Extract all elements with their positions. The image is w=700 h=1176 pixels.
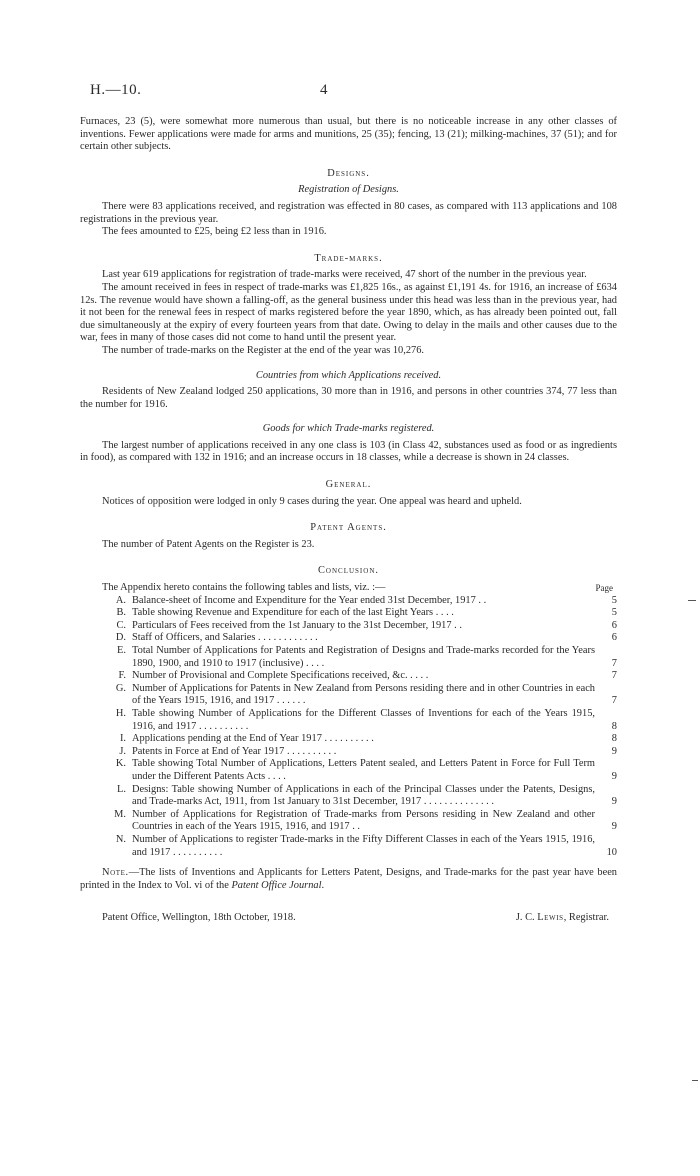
appendix-item-letter: C. bbox=[116, 619, 126, 631]
appendix-item bbox=[80, 784, 617, 809]
appendix-item bbox=[80, 746, 617, 759]
appendix-item-page: 6 bbox=[611, 619, 617, 631]
appendix-item-page: 7 bbox=[611, 670, 617, 682]
document-body bbox=[80, 116, 617, 925]
note-text: —The lists of Inventions and Applicants for Letters Patent, Designs, and Trade-marks for the past year have been printed in the Index to Vol. vi of the bbox=[80, 867, 617, 891]
appendix-item-text: Staff of Officers, and Salaries . . . . . . . . . . . . bbox=[132, 632, 318, 644]
note-paragraph bbox=[80, 867, 617, 892]
appendix-item-text: Applications pending at the End of Year 1917 . . . . . . . . . . bbox=[132, 733, 374, 745]
designs-heading: Designs. bbox=[327, 167, 370, 179]
patent-agents-paragraph: The number of Patent Agents on the Register is 23. bbox=[102, 538, 315, 550]
appendix-item-letter: F. bbox=[118, 670, 126, 682]
general-paragraph: Notices of opposition were lodged in only 9 cases during the year. One appeal was heard and upheld. bbox=[102, 495, 522, 507]
signature-row bbox=[80, 912, 617, 925]
appendix-item-letter: B. bbox=[116, 607, 126, 619]
signatory-title: , Registrar. bbox=[563, 912, 609, 924]
trade-marks-paragraph-3: The number of trade-marks on the Register at the end of the year was 10,276. bbox=[102, 344, 425, 356]
goods-paragraph: The largest number of applications received in any one class is 103 (in Class 42, substances used as food or as ingredients in food), as compared with 132 in 1916; and an increase occurs in 18 classes, while a decrease is shown in 24 classes. bbox=[80, 439, 617, 464]
appendix-item bbox=[80, 620, 617, 633]
scan-mark-right bbox=[688, 600, 696, 601]
signatory-initials: J. C. bbox=[515, 912, 535, 924]
countries-paragraph: Residents of New Zealand lodged 250 applications, 30 more than in 1916, and persons in other countries 374, 77 less than the number for 1916. bbox=[80, 386, 617, 410]
appendix-item bbox=[80, 809, 617, 834]
appendix-item-text: Number of Applications for Registration of Trade-marks from Persons residing in New Zealand and other Countries in each of the Years 1915, 1916, and 1917 . . bbox=[132, 808, 595, 833]
note-end: . bbox=[321, 879, 325, 891]
appendix-item-page: 9 bbox=[611, 770, 617, 782]
appendix-item bbox=[80, 670, 617, 683]
designs-paragraph-1: There were 83 applications received, and registration was effected in 80 cases, as compared with 113 applications and 108 registrations in the previous year. bbox=[80, 200, 617, 225]
page-column-label: Page bbox=[595, 583, 613, 594]
trade-marks-paragraph-1: Last year 619 applications for registration of trade-marks were received, 47 short of the number in the previous year. bbox=[102, 269, 587, 281]
trade-marks-heading: Trade-marks. bbox=[314, 252, 383, 264]
appendix-item-letter: G. bbox=[115, 682, 126, 694]
appendix-item-page: 9 bbox=[611, 745, 617, 757]
appendix-item-text: Table showing Number of Applications for the Different Classes of Inventions for each of the Years 1915, 1916, and 1917 . . . . . . . . . . bbox=[132, 707, 595, 732]
designs-paragraph-2: The fees amounted to £25, being £2 less than in 1916. bbox=[102, 226, 327, 238]
place-date: Patent Office, Wellington, 18th October, 1918. bbox=[102, 912, 296, 924]
appendix-item-letter: J. bbox=[119, 745, 126, 757]
appendix-item bbox=[80, 645, 617, 670]
patent-agents-heading: Patent Agents. bbox=[310, 522, 387, 534]
note-label: Note. bbox=[102, 867, 129, 879]
general-heading: General. bbox=[325, 479, 372, 491]
appendix-item-page: 9 bbox=[611, 821, 617, 833]
appendix-item-text: Number of Applications to register Trade-marks in the Fifty Different Classes in each of the Years 1915, 1916, and 1917 . . . . . . . . . . bbox=[132, 833, 595, 858]
appendix-list bbox=[80, 595, 617, 859]
appendix-item-text: Number of Applications for Patents in New Zealand from Persons residing there and in other Countries in each of the Years 1915, 1916, and 1917 . . . . . . bbox=[132, 682, 595, 707]
signatory bbox=[516, 912, 609, 925]
goods-heading: Goods for which Trade-marks registered. bbox=[262, 423, 435, 435]
appendix-intro-row bbox=[80, 582, 617, 595]
appendix-item-text: Particulars of Fees received from the 1st January to the 31st December, 1917 . . bbox=[132, 619, 462, 631]
appendix-item-letter: E. bbox=[117, 645, 126, 656]
appendix-item bbox=[80, 758, 617, 783]
appendix-item-letter: N. bbox=[115, 833, 126, 845]
appendix-item-page: 7 bbox=[611, 657, 617, 669]
appendix-item bbox=[80, 834, 617, 859]
appendix-item-page: 6 bbox=[611, 632, 617, 644]
appendix-item-page: 8 bbox=[611, 720, 617, 732]
page-number: 4 bbox=[320, 82, 328, 98]
designs-subheading: Registration of Designs. bbox=[298, 184, 399, 196]
appendix-item bbox=[80, 733, 617, 746]
appendix-item bbox=[80, 607, 617, 620]
appendix-item-page: 9 bbox=[611, 796, 617, 808]
document-code: H.—10. bbox=[90, 82, 142, 98]
appendix-item-letter: H. bbox=[115, 707, 126, 719]
trade-marks-paragraph-2: The amount received in fees in respect of trade-marks was £1,825 16s., as against £1,191 4s. for 1916, an increase of £634 12s. The revenue would have shown a falling-off, as the general business under this head was less than in the previous year, had it not been for the renewal fees in respect of marks registered before the year 1890, which, as has already been pointed out, fall due simultaneously at the expiry of every fourteen years from that date. Owing to delay in the mails and other causes due to the war, fees in many of those cases did not come to hand until the present year. bbox=[80, 281, 617, 344]
appendix-item-text: Table showing Total Number of Applications, Letters Patent sealed, and Letters Patent in Force for Full Term under the Different Patents Acts . . . . bbox=[132, 758, 595, 782]
page-header bbox=[90, 84, 620, 104]
journal-title: Patent Office Journal bbox=[231, 879, 322, 891]
appendix-item-text: Designs: Table showing Number of Applications in each of the Principal Classes under the Patents, Designs, and Trade-marks Act, 1911, from 1st January to 31st December, 1917 . . . . . . . . . . . . . . bbox=[132, 783, 595, 808]
appendix-item-page: 8 bbox=[611, 733, 617, 745]
appendix-item-text: Patents in Force at End of Year 1917 . . . . . . . . . . bbox=[132, 745, 337, 757]
signatory-surname: Lewis bbox=[537, 912, 564, 924]
intro-paragraph: Furnaces, 23 (5), were somewhat more numerous than usual, but there is no noticeable increase in any other classes of inventions. Fewer applications were made for arms and munitions, 25 (35); fencing, 13 (21); milking-machines, 37 (51); and for certain other subjects. bbox=[80, 116, 617, 153]
appendix-item-letter: A. bbox=[115, 594, 126, 606]
appendix-item-letter: D. bbox=[115, 632, 126, 644]
appendix-item bbox=[80, 595, 617, 608]
conclusion-heading: Conclusion. bbox=[318, 565, 379, 577]
appendix-item-text: Total Number of Applications for Patents and Registration of Designs and Trade-marks recorded for the Years 1890, 1900, and 1910 to 1917 (inclusive) . . . . bbox=[132, 645, 595, 669]
appendix-item-page: 5 bbox=[611, 594, 617, 606]
appendix-item-letter: K. bbox=[115, 758, 126, 770]
appendix-item-text: Table showing Revenue and Expenditure for each of the last Eight Years . . . . bbox=[132, 607, 454, 619]
appendix-item-page: 5 bbox=[611, 607, 617, 619]
countries-heading: Countries from which Applications received. bbox=[255, 369, 442, 381]
appendix-item bbox=[80, 683, 617, 708]
scan-mark-right-lower bbox=[692, 1080, 698, 1081]
appendix-item-page: 7 bbox=[611, 695, 617, 707]
appendix-item-text: Balance-sheet of Income and Expenditure for the Year ended 31st December, 1917 . . bbox=[132, 594, 487, 606]
appendix-item-text: Number of Provisional and Complete Specifications received, &c. . . . . bbox=[132, 670, 429, 682]
appendix-item-letter: I. bbox=[119, 733, 126, 745]
appendix-item-page: 10 bbox=[606, 846, 617, 858]
appendix-item bbox=[80, 632, 617, 645]
appendix-item bbox=[80, 708, 617, 733]
appendix-intro: The Appendix hereto contains the following tables and lists, viz. :— bbox=[102, 582, 386, 594]
appendix-item-letter: M. bbox=[114, 808, 126, 820]
appendix-item-letter: L. bbox=[117, 783, 126, 795]
